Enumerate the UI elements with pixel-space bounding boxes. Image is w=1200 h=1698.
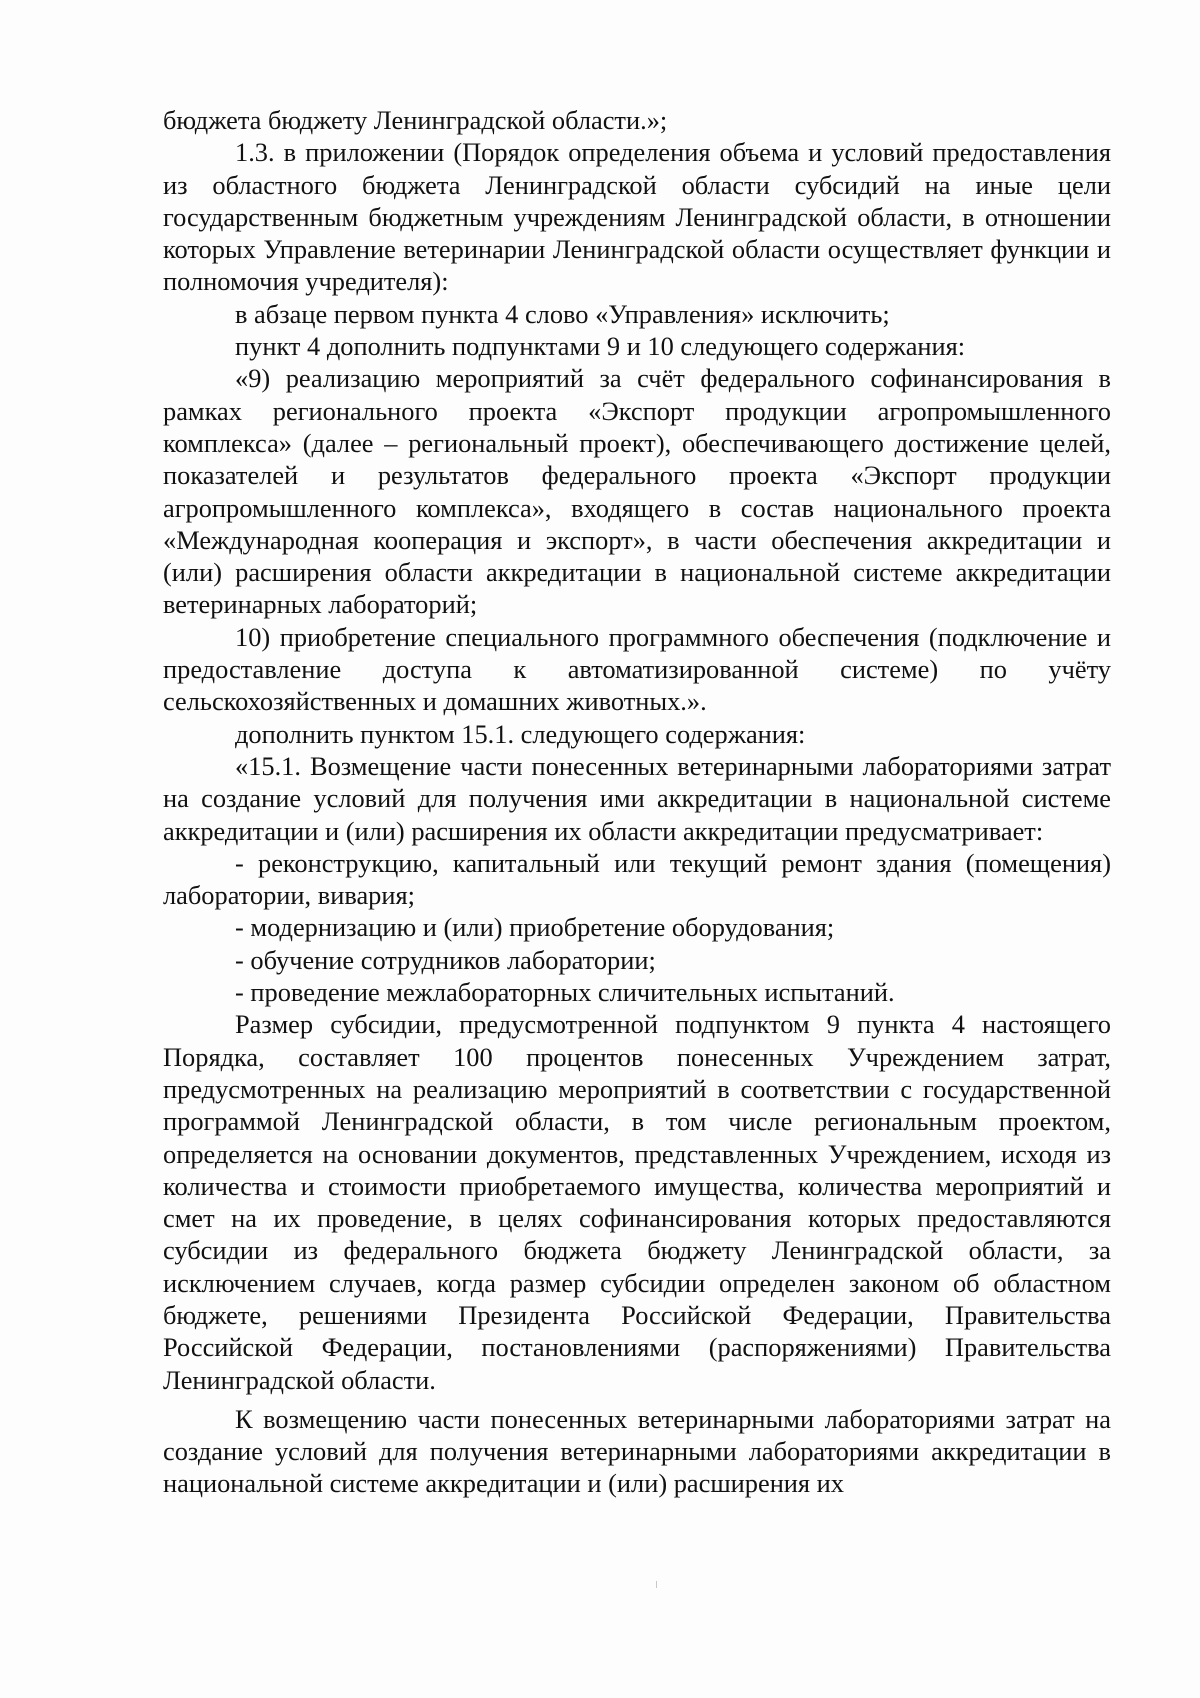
- list-item-3: - обучение сотрудников лаборатории;: [235, 944, 656, 975]
- paragraph-8: «15.1. Возмещение части понесенных ветеринарными лабораториями затрат на создание условий для получения ими аккредитации в национальной системе аккредитации и (или) расширения их области аккредитации предусматривает:: [163, 750, 1111, 846]
- paragraph-6: 10) приобретение специального программного обеспечения (подключение и предоставление доступа к автоматизированной системе) по учёту сельскохозяйственных и домашних животных.».: [163, 621, 1111, 717]
- paragraph-2: 1.3. в приложении (Порядок определения объема и условий предоставления из областного бюджета Ленинградской области субсидий на иные цели государственным бюджетным учреждениям Ленинградской области, в отношении которых Управление ветеринарии Ленинградской области осуществляет функции и полномочия учредителя):: [163, 137, 1111, 297]
- list-item-2: - модернизацию и (или) приобретение оборудования;: [235, 912, 835, 943]
- paragraph-3: в абзаце первом пункта 4 слово «Управления» исключить;: [235, 298, 890, 329]
- scan-speck: [656, 1581, 657, 1588]
- paragraph-9: Размер субсидии, предусмотренной подпунктом 9 пункта 4 настоящего Порядка, составляет 100 процентов понесенных Учреждением затрат, предусмотренных на реализацию мероприятий в соответствии с государственной программой Ленинградской области, в том числе региональным проектом, определяется на основании документов, представленных Учреждением, исходя из количества и стоимости приобретаемого имущества, количества мероприятий и смет на их проведение, в целях софинансирования которых предоставляются субсидии из федерального бюджета бюджету Ленинградской области, за исключением случаев, когда размер субсидии определен законом об областном бюджете, решениями Президента Российской Федерации, Правительства Российской Федерации, постановлениями (распоряжениями) Правительства Ленинградской области.: [163, 1009, 1111, 1395]
- paragraph-10: К возмещению части понесенных ветеринарными лабораториями затрат на создание условий для получения ветеринарными лабораториями аккредитации в национальной системе аккредитации и (или) расширения их: [163, 1403, 1111, 1499]
- paragraph-1: бюджета бюджету Ленинградской области.»;: [163, 105, 668, 135]
- list-item-4: - проведение межлабораторных сличительных испытаний.: [235, 977, 895, 1008]
- paragraph-5: «9) реализацию мероприятий за счёт федерального софинансирования в рамках регионального проекта «Экспорт продукции агропромышленного комплекса» (далее – региональный проект), обеспечивающего достижение целей, показателей и результатов федерального проекта «Экспорт продукции агропромышленного комплекса», входящего в состав национального проекта «Международная кооперация и экспорт», в части обеспечения аккредитации и (или) расширения области аккредитации в национальной системе аккредитации ветеринарных лабораторий;: [163, 363, 1111, 620]
- document-body: [163, 104, 1111, 1500]
- paragraph-7: дополнить пунктом 15.1. следующего содержания:: [235, 718, 806, 749]
- list-item-1: - реконструкцию, капитальный или текущий ремонт здания (помещения) лаборатории, вивария;: [163, 847, 1111, 911]
- paragraph-4: пункт 4 дополнить подпунктами 9 и 10 следующего содержания:: [235, 331, 966, 362]
